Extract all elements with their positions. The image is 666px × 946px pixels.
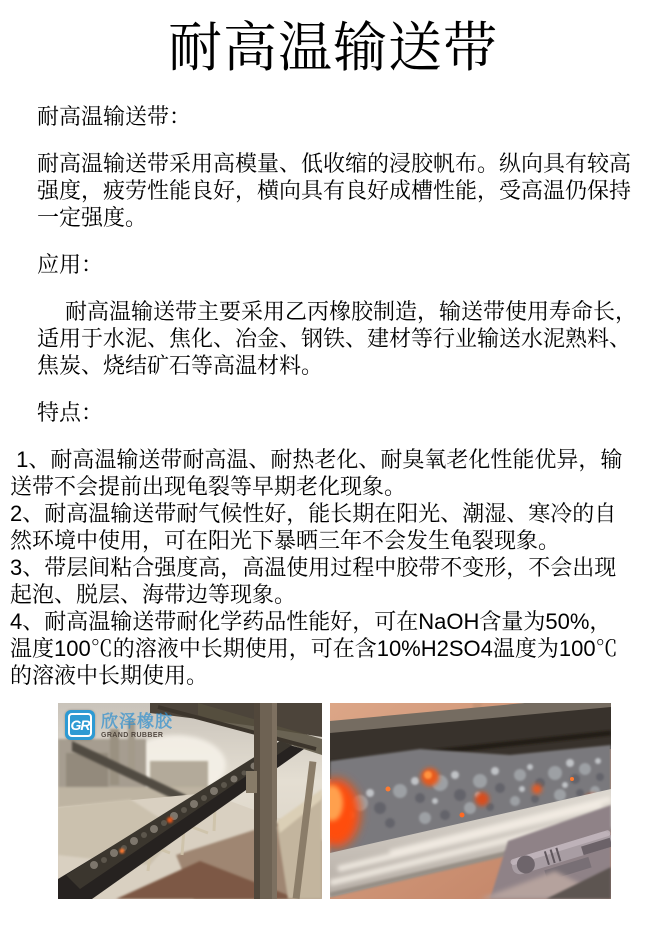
feature-item-1: 1、耐高温输送带耐高温、耐热老化、耐臭氧老化性能优异，输送带不会提前出现龟裂等早期老化现象。 xyxy=(10,447,623,499)
photo-row xyxy=(58,703,666,899)
gr-monogram: GR xyxy=(70,717,90,733)
gr-logo-icon xyxy=(65,710,95,740)
feature-item-3: 3、带层间粘合强度高，高温使用过程中胶带不变形，不会出现起泡、脱层、海带边等现象。 xyxy=(10,555,617,607)
brand-name-cn: 欣泽橡胶 xyxy=(101,712,173,731)
features-list xyxy=(10,446,630,689)
photo-hot-sinter-belt xyxy=(330,703,611,899)
page-title: 耐高温输送带 xyxy=(168,18,498,78)
brand-logo xyxy=(65,710,173,740)
intro-paragraph: 耐高温输送带采用高模量、低收缩的浸胶帆布。纵向具有较高强度，疲劳性能良好，横向具有良好成槽性能，受高温仍保持一定强度。 xyxy=(37,151,632,230)
product-page xyxy=(0,16,666,946)
feature-item-2: 2、耐高温输送带耐气候性好，能长期在阳光、潮湿、寒冷的自然环境中使用，可在阳光下暴晒三年不会发生龟裂现象。 xyxy=(10,501,617,553)
features-label: 特点： xyxy=(37,400,104,425)
photo-conveyor-plant xyxy=(58,703,322,899)
intro-label: 耐高温输送带： xyxy=(37,104,192,129)
hot-sinter-belt-scene xyxy=(330,703,611,899)
brand-logo-text xyxy=(101,710,173,740)
description-section xyxy=(37,103,637,426)
application-label: 应用： xyxy=(37,252,104,277)
feature-item-4: 4、耐高温输送带耐化学药品性能好，可在NaOH含量为50%，温度100℃的溶液中长期使用，可在含10%H2SO4温度为100℃的溶液中长期使用。 xyxy=(10,609,618,688)
brand-name-en: GRAND RUBBER xyxy=(101,732,164,739)
application-paragraph: 耐高温输送带主要采用乙丙橡胶制造，输送带使用寿命长，适用于水泥、焦化、冶金、钢铁、建材等行业输送水泥熟料、焦炭、烧结矿石等高温材料。 xyxy=(37,299,638,378)
